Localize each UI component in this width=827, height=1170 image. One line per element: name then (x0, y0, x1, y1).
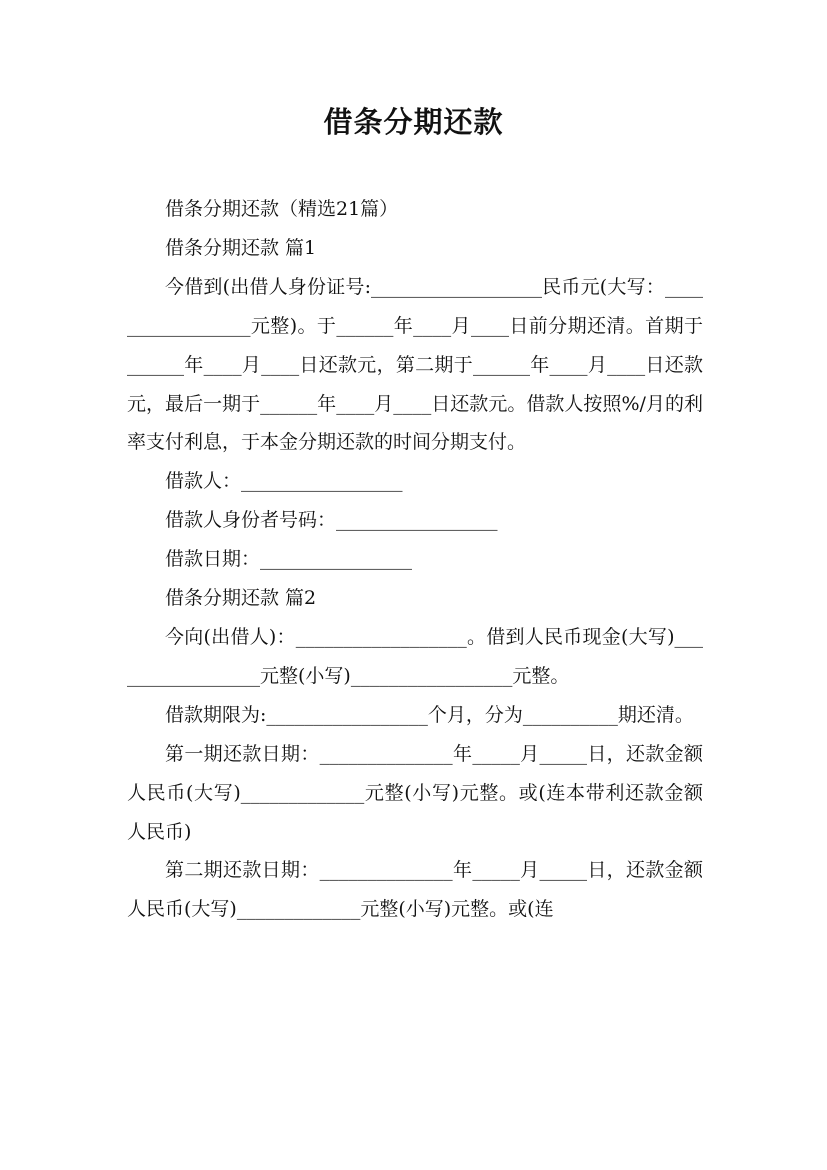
borrower-line: 借款人：_________________ (165, 470, 403, 493)
paragraph-second-installment: 第二期还款日期：______________年_____月_____日，还款金额人民币(大写)_____________元整(小写)元整。或(连 (127, 859, 703, 921)
paragraph-loan-period: 借款期限为:_________________个月，分为__________期还清。 (165, 703, 694, 726)
paragraph-lender: 今向(出借人)：__________________。借到人民币现金(大写)_________________元整(小写)_________________元整。 (127, 625, 703, 687)
section-heading-2: 借条分期还款 篇2 (165, 587, 317, 610)
paragraph-loan-terms: 今借到(出借人身份证号:__________________民币元(大写：_________________元整)。于______年____月____日前分期还清。首期于______年____月____日还款元，第二期于______年____月____日还款元，最后一期于______年____月____日还款元。借款人按照%/月的利率支付利息，于本金分期还款的时间分期支付。 (127, 275, 703, 454)
section-heading-1: 借条分期还款 篇1 (165, 236, 317, 259)
paragraph-intro: 借条分期还款（精选21篇） (165, 198, 399, 220)
paragraph-first-installment: 第一期还款日期：______________年_____月_____日，还款金额人民币(大写)_____________元整(小写)元整。或(连本带利还款金额人民币) (127, 742, 703, 843)
borrower-id-line: 借款人身份者号码：_________________ (165, 509, 498, 532)
document-title: 借条分期还款 (323, 105, 504, 139)
loan-date-line: 借款日期：________________ (165, 548, 413, 571)
document-body (127, 190, 703, 929)
